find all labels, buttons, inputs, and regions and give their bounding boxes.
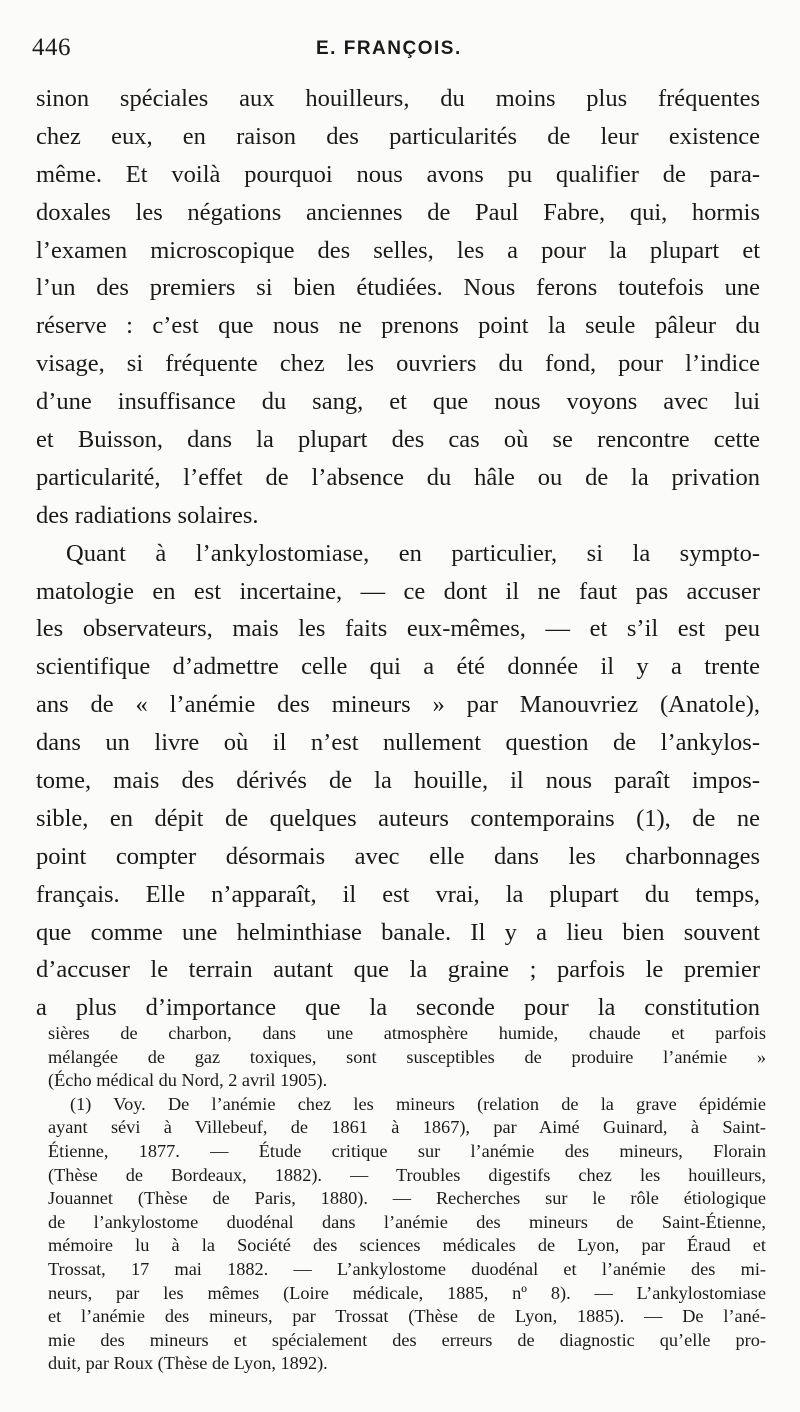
text-line: que comme une helminthiase banale. Il y a lieu bien souvent	[36, 918, 760, 946]
text-line: tome, mais des dérivés de la houille, il nous paraît impos-	[36, 767, 760, 795]
text-line: l’un des premiers si bien étudiées. Nous ferons toutefois une	[36, 274, 760, 302]
text-line: visage, si fréquente chez les ouvriers du fond, pour l’indice	[36, 350, 760, 378]
text-line: point compter désormais avec elle dans les charbonnages	[36, 842, 760, 870]
text-line: dans un livre où il n’est nullement question de l’ankylos-	[36, 729, 760, 757]
main-text	[36, 80, 760, 1027]
text-line: français. Elle n’apparaît, il est vrai, la plupart du temps,	[36, 880, 760, 908]
text-line: réserve : c’est que nous ne prenons point la seule pâleur du	[36, 312, 760, 340]
text-line: et Buisson, dans la plupart des cas où se rencontre cette	[36, 426, 760, 454]
text-line: les observateurs, mais les faits eux-mêmes, — et s’il est peu	[36, 615, 760, 643]
text-line: d’accuser le terrain autant que la graine ; parfois le premier	[36, 956, 760, 984]
footnote-line: de l’ankylostome duodénal dans l’anémie des mineurs de Saint-Étienne,	[48, 1211, 766, 1232]
footnote-line: Trossat, 17 mai 1882. — L’ankylostome duodénal et l’anémie des mi-	[48, 1258, 766, 1279]
text-line: particularité, l’effet de l’absence du hâle ou de la privation	[36, 463, 760, 491]
text-line: ans de « l’anémie des mineurs » par Manouvriez (Anatole),	[36, 691, 760, 719]
text-line: doxales les négations anciennes de Paul Fabre, qui, hormis	[36, 198, 760, 226]
text-line: sinon spéciales aux houilleurs, du moins plus fréquentes	[36, 85, 760, 112]
text-line: l’examen microscopique des selles, les a pour la plupart et	[36, 236, 760, 264]
text-line: sible, en dépit de quelques auteurs contemporains (1), de ne	[36, 804, 760, 832]
footnote-line: Jouannet (Thèse de Paris, 1880). — Recherches sur le rôle étiologique	[48, 1188, 766, 1209]
text-line: matologie en est incertaine, — ce dont il ne faut pas accuser	[36, 577, 760, 605]
text-line: des radiations solaires.	[36, 501, 259, 529]
text-line: scientifique d’admettre celle qui a été donnée il y a trente	[36, 653, 760, 681]
text-line: même. Et voilà pourquoi nous avons pu qualifier de para-	[36, 160, 760, 188]
footnote-line: (Écho médical du Nord, 2 avril 1905).	[48, 1070, 328, 1091]
footnote-line: ayant sévi à Villebeuf, de 1861 à 1867), par Aimé Guinard, à Saint-	[48, 1117, 766, 1138]
running-head: E. FRANÇOIS.	[316, 38, 462, 59]
page-number: 446	[32, 34, 71, 61]
text-line: chez eux, en raison des particularités de leur existence	[36, 122, 760, 150]
page-header	[32, 30, 772, 70]
footnote-line: mélangée de gaz toxiques, sont susceptibles de produire l’anémie »	[48, 1046, 766, 1067]
footnote-line: (1) Voy. De l’anémie chez les mineurs (relation de la grave épidémie	[70, 1093, 766, 1114]
text-line: a plus d’importance que la seconde pour la constitution	[36, 994, 760, 1022]
footnote-line: Étienne, 1877. — Étude critique sur l’anémie des mineurs, Florain	[48, 1140, 766, 1161]
footnote-line: (Thèse de Bordeaux, 1882). — Troubles digestifs chez les houilleurs,	[48, 1164, 766, 1185]
footnote-line: duit, par Roux (Thèse de Lyon, 1892).	[48, 1353, 328, 1374]
footnote-line: neurs, par les mêmes (Loire médicale, 1885, nº 8). — L’ankylostomiase	[48, 1282, 766, 1303]
text-line: Quant à l’ankylostomiase, en particulier, si la sympto-	[66, 539, 760, 567]
text-line: d’une insuffisance du sang, et que nous voyons avec lui	[36, 388, 760, 416]
footnote-line: mémoire lu à la Société des sciences médicales de Lyon, par Éraud et	[48, 1235, 766, 1256]
footnote-line: sières de charbon, dans une atmosphère humide, chaude et parfois	[48, 1023, 766, 1043]
footnote-line: et l’anémie des mineurs, par Trossat (Thèse de Lyon, 1885). — De l’ané-	[48, 1306, 766, 1327]
footnote-line: mie des mineurs et spécialement des erreurs de diagnostic qu’elle pro-	[48, 1329, 766, 1350]
footnotes	[48, 1022, 766, 1376]
